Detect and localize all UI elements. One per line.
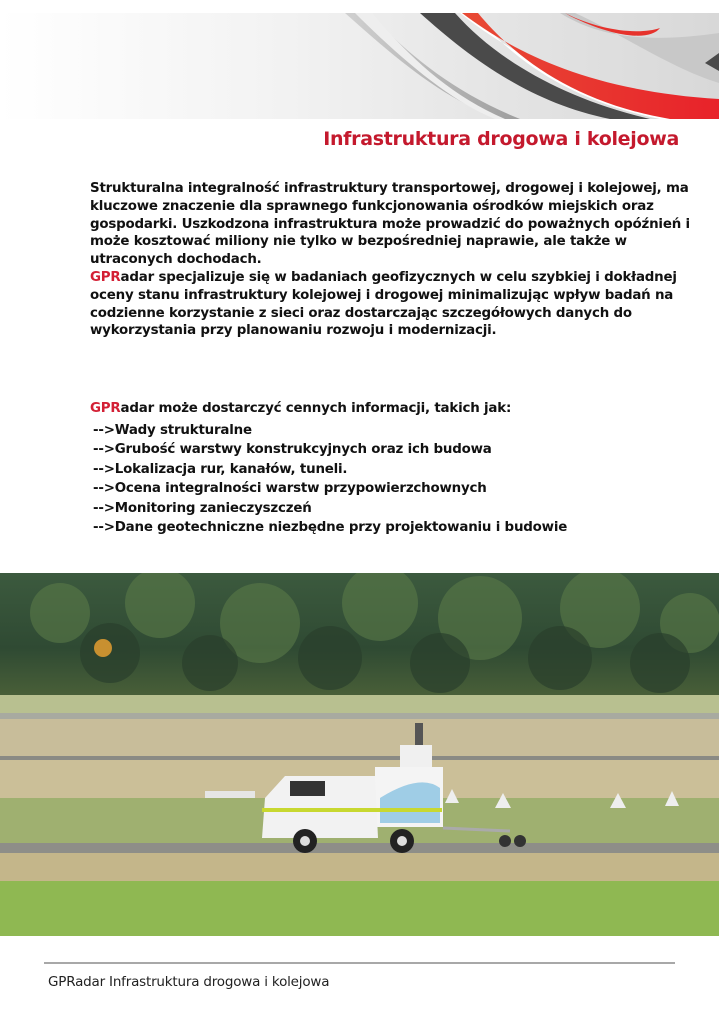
brand-gpr: GPR [90,269,121,285]
benefits-list [93,421,567,537]
intro-text [90,180,690,340]
list-item: -->Wady strukturalne [93,423,252,438]
list-item: -->Ocena integralności warstw przypowierzchownych [93,481,487,497]
footer-divider [44,962,675,964]
intro-paragraph-2 [90,269,690,340]
list-item: -->Monitoring zanieczyszczeń [93,500,312,516]
page-title: Infrastruktura drogowa i kolejowa [323,128,679,150]
runway-scene-image [0,573,719,936]
survey-truck-photo [0,573,719,936]
swoosh-graphic [0,13,719,119]
header-banner [0,13,719,119]
list-item: -->Grubość warstwy konstrukcyjnych oraz ich budowa [93,442,492,458]
intro-paragraph-2-text: adar specjalizuje się w badaniach geofizycznych w celu szybkiej i dokładnej oceny stanu infrastruktury kolejowej i drogowej minimalizując wpływ badań na codzienne korzystanie z sieci oraz dostarczając szczegółowych danych do wykorzystania przy planowaniu rozwoju i modernizacji. [90,269,677,339]
brand-gpr: GPR [90,401,121,416]
list-item: -->Lokalizacja rur, kanałów, tuneli. [93,461,348,477]
benefits-intro [90,401,511,416]
list-item: -->Dane geotechniczne niezbędne przy projektowaniu i budowie [93,519,568,535]
footer-text: GPRadar Infrastruktura drogowa i kolejowa [48,974,330,990]
intro-paragraph-1: Strukturalna integralność infrastruktury transportowej, drogowej i kolejowej, ma kluczowe znaczenie dla sprawnego funkcjonowania ośrodków miejskich oraz gospodarki. Uszkodzona infrastruktura może prowadzić do poważnych opóźnień i może kosztować miliony nie tylko w bezpośredniej naprawie, ale także w utraconych dochodach. [90,181,690,268]
benefits-intro-text: adar może dostarczyć cennych informacji, takich jak: [120,401,512,416]
